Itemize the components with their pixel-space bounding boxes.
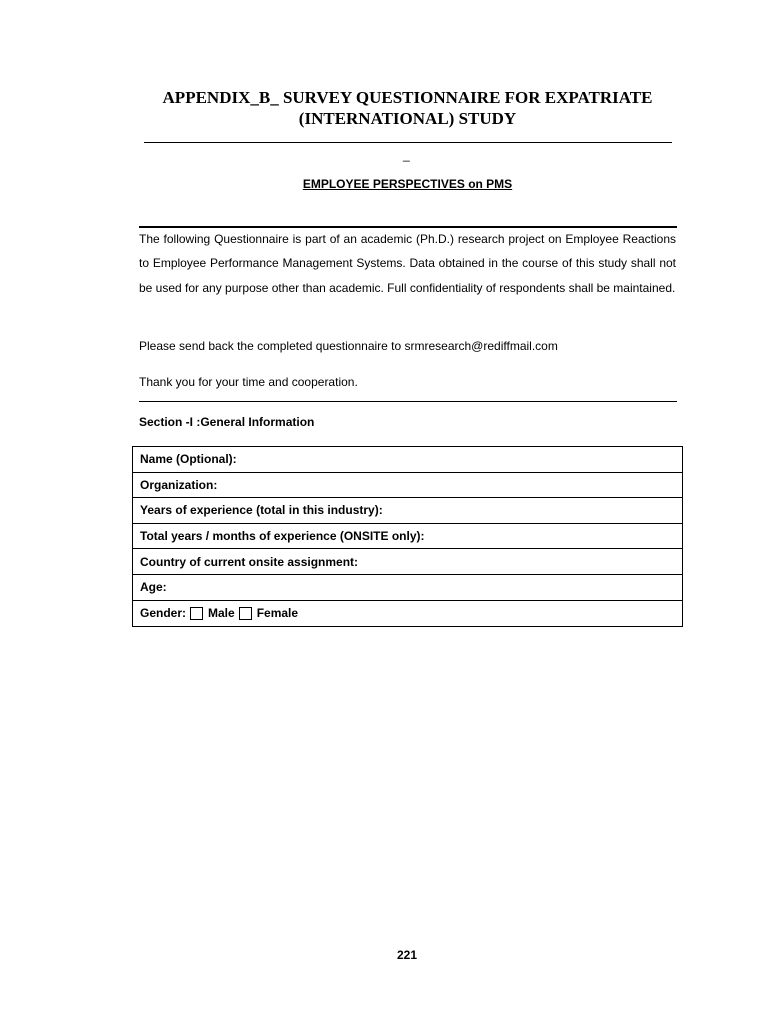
field-label: Years of experience (total in this industry): — [140, 503, 383, 518]
female-checkbox[interactable] — [239, 607, 252, 620]
intro-divider-bottom — [139, 401, 677, 402]
document-subtitle: EMPLOYEE PERSPECTIVES on PMS — [302, 177, 513, 191]
gender-label: Gender: — [140, 606, 187, 621]
title-divider — [144, 142, 672, 143]
send-back-text: Please send back the completed questionnaire to srmresearch@rediffmail.com — [139, 339, 558, 353]
form-field-years-experience[interactable] — [133, 498, 682, 524]
document-title — [140, 87, 675, 129]
form-field-organization[interactable] — [133, 473, 682, 499]
female-option-label: Female — [256, 606, 299, 621]
section-heading: Section -I :General Information — [139, 415, 315, 429]
field-label: Name (Optional): — [140, 452, 237, 467]
dash-mark: _ — [403, 148, 410, 162]
form-field-gender — [133, 601, 682, 627]
form-field-onsite-experience[interactable] — [133, 524, 682, 550]
form-field-name[interactable] — [133, 447, 682, 473]
title-line-2: (INTERNATIONAL) STUDY — [298, 109, 517, 128]
form-field-age[interactable] — [133, 575, 682, 601]
field-label: Age: — [140, 580, 167, 595]
form-field-country[interactable] — [133, 549, 682, 575]
title-line-1: APPENDIX_B_ SURVEY QUESTIONNAIRE FOR EXPATRIATE — [162, 88, 653, 107]
intro-paragraph: The following Questionnaire is part of an academic (Ph.D.) research project on Employee Reactions to Employee Performance Management Systems. Data obtained in the course of this study shall not be used for any purpose other than academic. Full confidentiality of respondents shall be maintained. — [139, 232, 676, 295]
field-label: Country of current onsite assignment: — [140, 554, 359, 569]
male-checkbox[interactable] — [190, 607, 203, 620]
male-option-label: Male — [208, 606, 235, 621]
field-label: Organization: — [140, 477, 218, 492]
general-information-form — [132, 446, 683, 627]
page-number: 221 — [396, 948, 418, 962]
thanks-text: Thank you for your time and cooperation. — [139, 375, 358, 389]
field-label: Total years / months of experience (ONSITE only): — [140, 529, 425, 544]
